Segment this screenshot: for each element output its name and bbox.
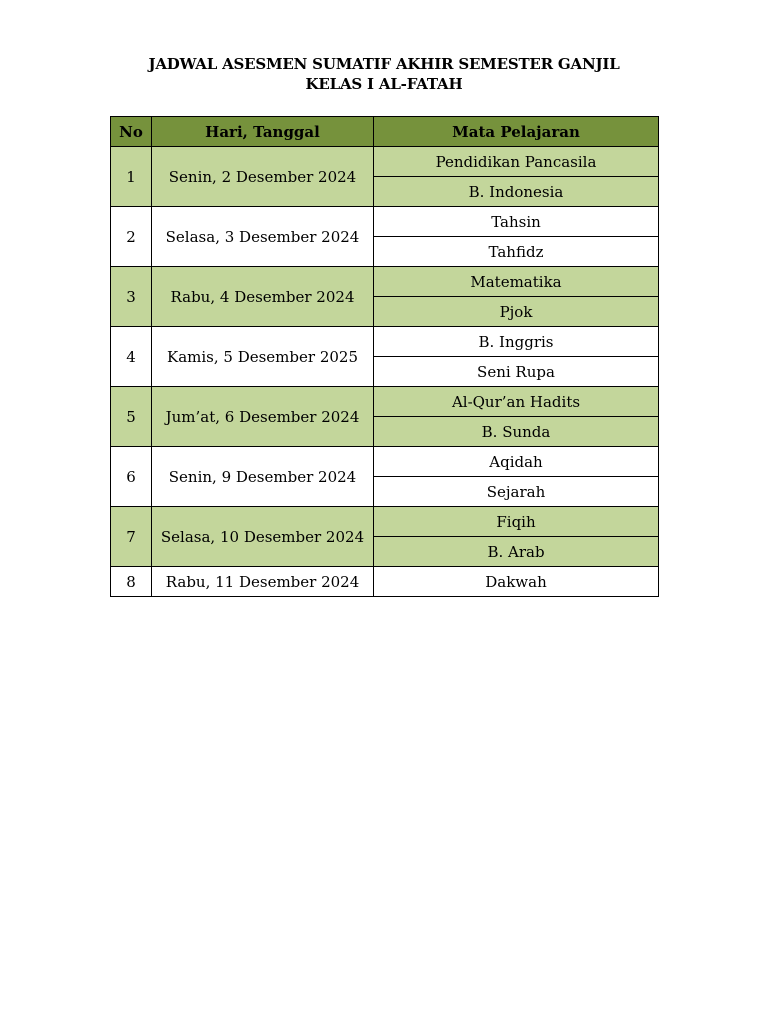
- row-subject: B. Sunda: [374, 417, 659, 447]
- row-subject: Matematika: [374, 267, 659, 297]
- row-number: 8: [111, 567, 152, 597]
- row-subject: Tahfidz: [374, 237, 659, 267]
- row-number: 1: [111, 147, 152, 207]
- row-date: Rabu, 4 Desember 2024: [152, 267, 374, 327]
- row-subject: Sejarah: [374, 477, 659, 507]
- row-subject: Fiqih: [374, 507, 659, 537]
- row-number: 4: [111, 327, 152, 387]
- row-number: 5: [111, 387, 152, 447]
- row-number: 7: [111, 507, 152, 567]
- row-subject: Pendidikan Pancasila: [374, 147, 659, 177]
- header-date: Hari, Tanggal: [152, 117, 374, 147]
- table-row: [111, 207, 659, 237]
- row-subject: Al-Qur’an Hadits: [374, 387, 659, 417]
- row-subject: Dakwah: [374, 567, 659, 597]
- row-date: Rabu, 11 Desember 2024: [152, 567, 374, 597]
- row-date: Senin, 2 Desember 2024: [152, 147, 374, 207]
- row-number: 2: [111, 207, 152, 267]
- row-number: 6: [111, 447, 152, 507]
- row-date: Kamis, 5 Desember 2025: [152, 327, 374, 387]
- table-row: [111, 507, 659, 537]
- row-date: Senin, 9 Desember 2024: [152, 447, 374, 507]
- row-date: Jum’at, 6 Desember 2024: [152, 387, 374, 447]
- row-subject: B. Indonesia: [374, 177, 659, 207]
- row-subject: B. Arab: [374, 537, 659, 567]
- document-title: JADWAL ASESMEN SUMATIF AKHIR SEMESTER GANJIL: [148, 55, 620, 73]
- row-subject: Pjok: [374, 297, 659, 327]
- table-row: [111, 387, 659, 417]
- header-no: No: [111, 117, 152, 147]
- table-row: [111, 147, 659, 177]
- row-subject: Tahsin: [374, 207, 659, 237]
- document-subtitle: KELAS I AL-FATAH: [305, 75, 463, 93]
- row-subject: Seni Rupa: [374, 357, 659, 387]
- row-subject: B. Inggris: [374, 327, 659, 357]
- table-row: [111, 267, 659, 297]
- row-date: Selasa, 3 Desember 2024: [152, 207, 374, 267]
- row-number: 3: [111, 267, 152, 327]
- header-subject: Mata Pelajaran: [374, 117, 659, 147]
- table-header-row: [111, 117, 659, 147]
- table-row: [111, 447, 659, 477]
- table-row: [111, 327, 659, 357]
- row-subject: Aqidah: [374, 447, 659, 477]
- schedule-table: [110, 116, 659, 597]
- table-row: [111, 567, 659, 597]
- row-date: Selasa, 10 Desember 2024: [152, 507, 374, 567]
